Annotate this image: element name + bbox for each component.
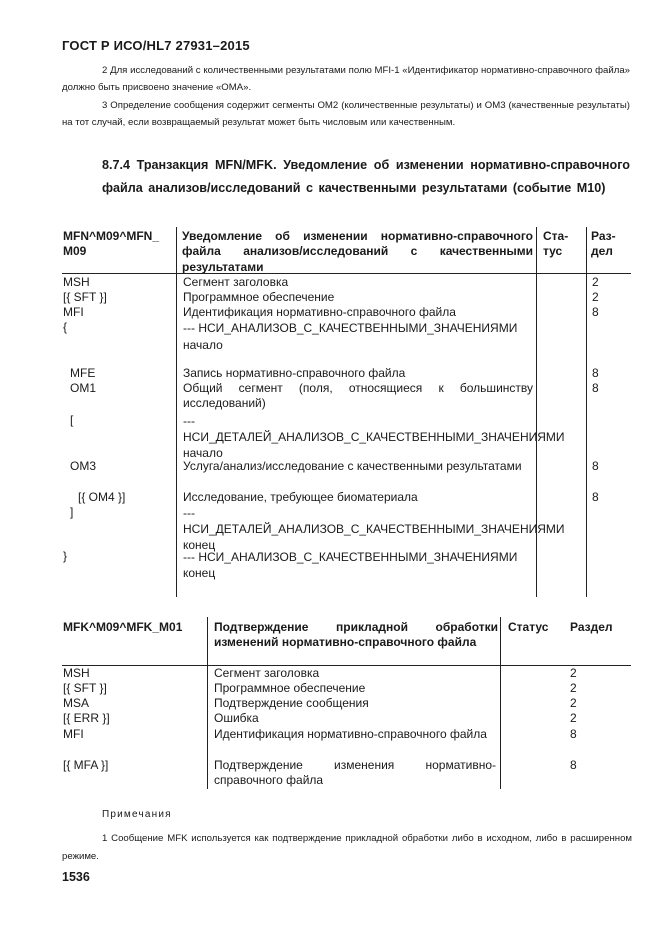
table1-header-status: Ста- тус — [543, 229, 569, 259]
table-row-desc: Программное обеспечение — [214, 681, 366, 695]
table-row-seg: MFI — [63, 305, 84, 319]
table-row-chapter: 8 — [570, 727, 577, 741]
page-number: 1536 — [62, 870, 90, 884]
table2-header-rule — [62, 665, 631, 666]
table2-header-description: Подтверждение прикладной обработки изменений нормативно-справочного файла — [214, 620, 498, 650]
table1-header-chapter: Раз- дел — [591, 229, 616, 259]
note-paragraph-2: 2 Для исследований с количественными результатами полю MFI-1 «Идентификатор нормативно-справочного файла» должно быть присвоено значение «OMA». — [62, 65, 630, 93]
table-row-desc: Идентификация нормативно-справочного файла — [214, 727, 487, 741]
table-row-chapter: 8 — [592, 459, 599, 473]
table-row-desc: Идентификация нормативно-справочного файла — [183, 305, 456, 319]
table-row-seg: MFE — [70, 366, 96, 380]
table-row-seg: [{ MFA }] — [63, 758, 109, 772]
table-row-desc: Услуга/анализ/исследование с качественными результатами — [183, 459, 522, 473]
table-row-chapter: 2 — [592, 275, 599, 289]
table-row-chapter: 8 — [592, 366, 599, 380]
table1-header-message: MFN^M09^MFN_ M09 — [63, 229, 160, 259]
table-row-desc: Сегмент заголовка — [183, 275, 289, 289]
table-row-seg: MSA — [63, 696, 90, 710]
notes-title: Примечания — [102, 809, 172, 820]
table-row-seg: } — [63, 549, 68, 563]
table-row-chapter: 8 — [592, 381, 599, 395]
table-row-seg: MSH — [63, 275, 90, 289]
table-row-seg: [{ SFT }] — [63, 681, 107, 695]
table-row-seg: [{ SFT }] — [63, 290, 107, 304]
document-header: ГОСТ Р ИСО/HL7 27931–2015 — [62, 38, 250, 53]
table-row-desc: --- НСИ_ДЕТАЛЕЙ_АНАЛИЗОВ_С_КАЧЕСТВЕННЫМИ_ЗНАЧЕНИЯМИ начало — [183, 414, 565, 460]
table2-header-chapter: Раздел — [570, 620, 613, 634]
table-row-seg: [{ ERR }] — [63, 711, 110, 725]
table-row-seg: [ — [70, 413, 74, 427]
table-row-desc: Подтверждение сообщения — [214, 696, 369, 710]
table-row-chapter: 8 — [570, 758, 577, 772]
table-row-seg: [{ OM4 }] — [78, 490, 126, 504]
table2-col-divider — [207, 617, 208, 789]
table-row-seg: { — [63, 320, 68, 334]
table2-header-status: Статус — [508, 620, 549, 634]
table-row-desc: --- НСИ_АНАЛИЗОВ_С_КАЧЕСТВЕННЫМИ_ЗНАЧЕНИЯМИ конец — [183, 550, 518, 580]
table-row-seg: MFI — [63, 727, 84, 741]
table-row-desc: Запись нормативно-справочного файла — [183, 366, 406, 380]
table2-header-message: MFK^M09^MFK_M01 — [63, 620, 183, 634]
table2-col-divider — [500, 617, 501, 789]
table-row-seg: ] — [70, 505, 74, 519]
table-row-desc: --- НСИ_ДЕТАЛЕЙ_АНАЛИЗОВ_С_КАЧЕСТВЕННЫМИ_ЗНАЧЕНИЯМИ конец — [183, 506, 565, 552]
table-row-chapter: 2 — [570, 666, 577, 680]
note-paragraph-3: 3 Определение сообщения содержит сегменты OM2 (количественные результаты) и OM3 (качественные результаты) на тот случай, если возвращаемый результат может быть числовым или качественным. — [62, 100, 630, 128]
table-row-desc: Ошибка — [214, 711, 259, 725]
table-row-chapter: 2 — [592, 290, 599, 304]
table-row-desc: Исследование, требующее биоматериала — [183, 490, 418, 504]
table-row-desc: Сегмент заголовка — [214, 666, 320, 680]
table-row-chapter: 8 — [592, 305, 599, 319]
table-row-desc: Программное обеспечение — [183, 290, 335, 304]
table1-header-description: Уведомление об изменении нормативно-справочного файла анализов/исследований с качественными результатами — [182, 229, 533, 274]
table-row-chapter: 2 — [570, 696, 577, 710]
note-1: 1 Сообщение MFK используется как подтверждение прикладной обработки либо в исходном, либо в расширенном режиме. — [62, 833, 632, 862]
table-row-desc: Общий сегмент (поля, относящиеся к большинству исследований) — [183, 381, 533, 411]
table-row-seg: MSH — [63, 666, 90, 680]
table-row-seg: OM3 — [70, 459, 97, 473]
section-heading: 8.7.4 Транзакция MFN/MFK. Уведомление об изменении нормативно-справочного файла анализов/исследований с качественными результатами (событие M10) — [102, 158, 630, 195]
table-row-chapter: 8 — [592, 490, 599, 504]
table-row-desc: --- НСИ_АНАЛИЗОВ_С_КАЧЕСТВЕННЫМИ_ЗНАЧЕНИЯМИ начало — [183, 321, 518, 352]
table-row-seg: OM1 — [70, 381, 97, 395]
table-row-desc: Подтверждение изменения нормативно-справочного файла — [214, 758, 496, 788]
table-row-chapter: 2 — [570, 681, 577, 695]
table-row-chapter: 2 — [570, 711, 577, 725]
